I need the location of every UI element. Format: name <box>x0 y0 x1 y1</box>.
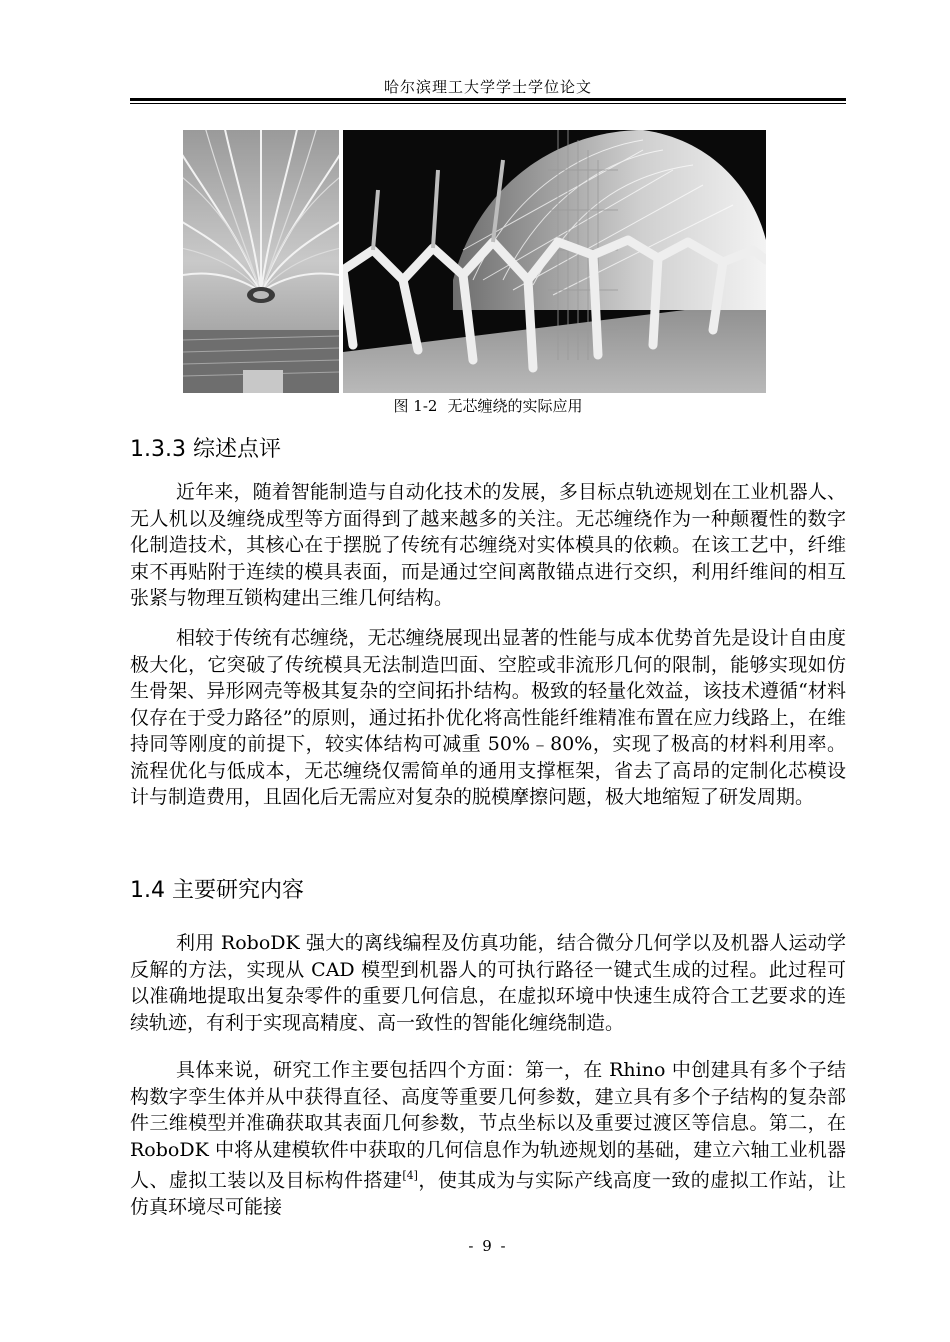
pavilion-model-photo <box>343 130 766 393</box>
paragraph-text: ，使其成为与实际产线高度一致的虚拟工作站，让仿真环境尽可能接 <box>130 1169 846 1218</box>
paragraph: 相较于传统有芯缠绕，无芯缠绕展现出显著的性能与成本优势首先是设计自由度极大化，它突破了传统模具无法制造凹面、空腔或非流形几何的限制，能够实现如仿生骨架、异形网壳等极其复杂的空间拓扑结构。极致的轻量化效益，该技术遵循“材料仅存在于受力路径”的原则，通过拓扑优化将高性能纤维精准布置在应力线路上，在维持同等刚度的前提下，较实体结构可减重 50%﹣80%，实现了极高的材料利用率。流程优化与低成本，无芯缠绕仅需简单的通用支撑框架，省去了高昂的定制化芯模设计与制造费用，且固化后无需应对复杂的脱模摩擦问题，极大地缩短了研发周期。 <box>130 627 846 808</box>
section-heading-1-4: 1.4 主要研究内容 <box>130 878 304 903</box>
citation-ref[interactable]: [4] <box>402 1169 418 1182</box>
running-header: 哈尔滨理工大学学士学位论文 <box>383 78 592 96</box>
paragraph: 近年来，随着智能制造与自动化技术的发展，多目标点轨迹规划在工业机器人、无人机以及缠绕成型等方面得到了越来越多的关注。无芯缠绕作为一种颠覆性的数字化制造技术，其核心在于摆脱了传统有芯缠绕对实体模具的依赖。在该工艺中，纤维束不再贴附于连续的模具表面，而是通过空间离散锚点进行交织，利用纤维间的相互张紧与物理互锁构建出三维几何结构。 <box>130 481 846 609</box>
header-rule-thin <box>130 103 846 104</box>
paragraph-text: 具体来说，研究工作主要包括四个方面：第一，在 Rhino 中创建具有多个子结构数字孪生体并从中获得直径、高度等重要几何参数，建立具有多个子结构的复杂部件三维模型并准确获取其表面几何参数，节点坐标以及重要过渡区等信息。第二，在 RoboDK 中将从建模软件中获取的几何信息作为轨迹规划的基础，建立六轴工业机器人、虚拟工装以及目标构件搭建 <box>130 1059 846 1192</box>
section-heading-1-3-3: 1.3.3 综述点评 <box>130 437 281 462</box>
paragraph: 利用 RoboDK 强大的离线编程及仿真功能，结合微分几何学以及机器人运动学反解的方法，实现从 CAD 模型到机器人的可执行路径一键式生成的过程。此过程可以准确地提取出复杂零件的重要几何信息，在虚拟环境中快速生成符合工艺要求的连续轨迹，有利于实现高精度、高一致性的智能化缠绕制造。 <box>130 932 846 1034</box>
header-rule-thick <box>130 98 846 101</box>
figure-caption-text: 无芯缠绕的实际应用 <box>447 397 583 415</box>
figure-number: 图 1-2 <box>393 397 438 415</box>
page-number: - 9 - <box>468 1237 508 1255</box>
figure-caption <box>130 395 846 416</box>
stadium-ceiling-photo <box>183 130 339 393</box>
paragraph <box>130 1057 846 1220</box>
